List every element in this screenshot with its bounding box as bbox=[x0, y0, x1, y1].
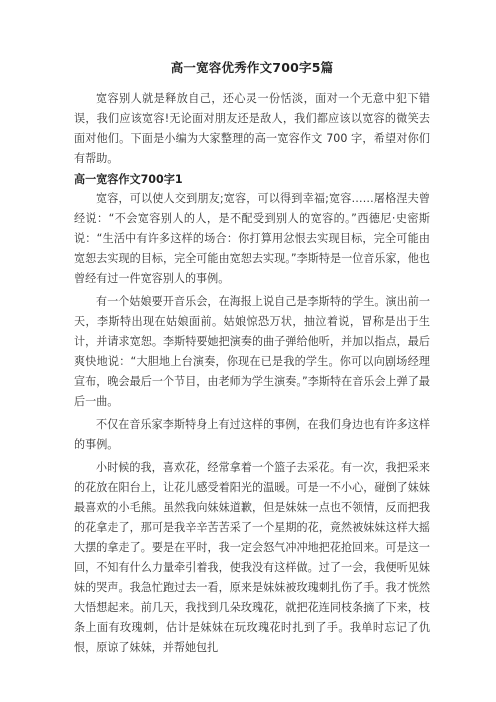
intro-paragraph: 宽容别人就是释放自己，还心灵一份恬淡，面对一个无意中犯下错误，我们应该宽容!无论面对朋友还是敌人，我们都应该以宽容的微笑去面对他们。下面是小编为大家整理的高一宽容作文 700 字，希望对你们有帮助。 bbox=[74, 92, 430, 165]
document-page bbox=[74, 60, 430, 658]
body-paragraph-3: 不仅在音乐家李斯特身上有过这样的事例，在我们身边也有许多这样的事例。 bbox=[74, 418, 430, 451]
body-paragraph-2: 有一个姑娘要开音乐会，在海报上说自己是李斯特的学生。演出前一天，李斯特出现在姑娘面前。姑娘惊恐万状，抽泣着说，冒称是出于生计，并请求宽恕。李斯特要她把演奏的曲子弹给他听，并加以指点，最后爽快地说：“大胆地上台演奏，你现在已是我的学生。你可以向剧场经理宣布，晚会最后一个节目，由老师为学生演奏。”李斯特在音乐会上弹了最后一曲。 bbox=[74, 295, 430, 408]
body-paragraph-1: 宽容，可以使人交到朋友;宽容，可以得到幸福;宽容……屠格涅夫曾经说：“不会宽容别人的人，是不配受到别人的宽容的。”西德尼·史密斯说：“生活中有许多这样的场合：你打算用忿恨去实现目标，完全可能由宽恕去实现的目标，完全可能由宽恕去实现。”李斯特是一位音乐家，他也曾经有过一件宽容别人的事例。 bbox=[74, 192, 430, 285]
document-title: 高一宽容优秀作文700字5篇 bbox=[170, 60, 334, 75]
section-heading: 高一宽容作文700字1 bbox=[74, 173, 183, 186]
body-paragraph-4: 小时候的我，喜欢花，经常拿着一个篮子去采花。有一次，我把采来的花放在阳台上，让花儿感受着阳光的温暖。可是一不小心，碰倒了妹妹最喜欢的小毛熊。虽然我向妹妹道歉，但是妹妹一点也不领情，反而把我的花拿走了，那可是我辛辛苦苦采了一个星期的花，竟然被妹妹这样大摇大摆的拿走了。要是在平时，我一定会怒气冲冲地把花抢回来。可是这一回，不知有什么力量牵引着我，使我没有这样做。过了一会，我便听见妹妹的哭声。我急忙跑过去一看，原来是妹妹被玫瑰刺扎伤了手。我才恍然大悟想起来。前几天，我找到几朵玫瑰花，就把花连同枝条摘了下来，枝条上面有玫瑰刺，估计是妹妹在玩玫瑰花时扎到了手。我单时忘记了仇恨，原谅了妹妹，并帮她包扎 bbox=[74, 461, 430, 654]
